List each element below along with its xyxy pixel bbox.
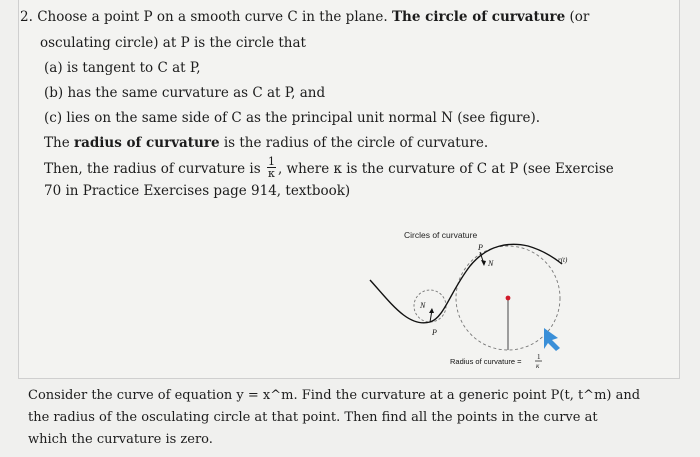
item-b: (b) has the same curvature as C at P, and	[44, 85, 326, 101]
figure-title: Circles of curvature	[404, 230, 478, 240]
problem-line-1	[20, 8, 589, 26]
then-pre: Then, the radius of curvature is	[44, 161, 261, 177]
question-line-3: which the curvature is zero.	[28, 432, 213, 447]
intro-paren: (or	[569, 9, 590, 25]
radius-definition	[44, 134, 488, 152]
label-p-top: P	[478, 243, 483, 252]
label-n-left: N	[420, 301, 426, 310]
item-c: (c) lies on the same side of C as the principal unit normal N (see figure).	[44, 110, 541, 126]
radius-label: Radius of curvature =	[450, 357, 522, 366]
center-dot	[506, 296, 511, 301]
small-osculating-circle	[414, 290, 446, 322]
one-over-kappa	[267, 156, 276, 179]
term-circle-of-curvature: The circle of curvature	[391, 9, 566, 25]
pointer-icon	[544, 328, 560, 351]
problem-number: 2.	[20, 9, 33, 25]
then-post: , where κ is the curvature of C at P (see Exercise	[277, 161, 614, 177]
normal-arrowhead-left	[429, 308, 434, 313]
label-p-left: P	[432, 328, 437, 337]
question-line-1: Consider the curve of equation y = x^m. Find the curvature at a generic point P(t, t^m) and	[28, 388, 641, 403]
figure-svg	[360, 222, 580, 377]
radius-frac-num: 1	[537, 353, 541, 361]
frac-den: κ	[268, 167, 275, 180]
label-rt: r(t)	[558, 256, 568, 264]
label-n-top: N	[488, 259, 494, 268]
radius-pre: The	[44, 135, 70, 151]
radius-frac-den: κ	[536, 362, 540, 370]
item-a: (a) is tangent to C at P,	[44, 60, 201, 76]
normal-arrowhead-top	[481, 260, 486, 266]
frac-num: 1	[267, 155, 275, 168]
radius-formula-line	[44, 155, 614, 181]
intro-text: Choose a point P on a smooth curve C in the plane.	[37, 9, 388, 25]
curve-c	[370, 244, 562, 323]
question-line-2: the radius of the osculating circle at that point. Then find all the points in the curve at	[28, 410, 598, 425]
problem-line-2: osculating circle) at P is the circle that	[40, 35, 306, 51]
radius-post: is the radius of the circle of curvature.	[223, 135, 489, 151]
term-radius-of-curvature: radius of curvature	[74, 135, 220, 151]
circles-of-curvature-figure	[360, 222, 580, 377]
reference-line: 70 in Practice Exercises page 914, textbook)	[44, 183, 351, 199]
